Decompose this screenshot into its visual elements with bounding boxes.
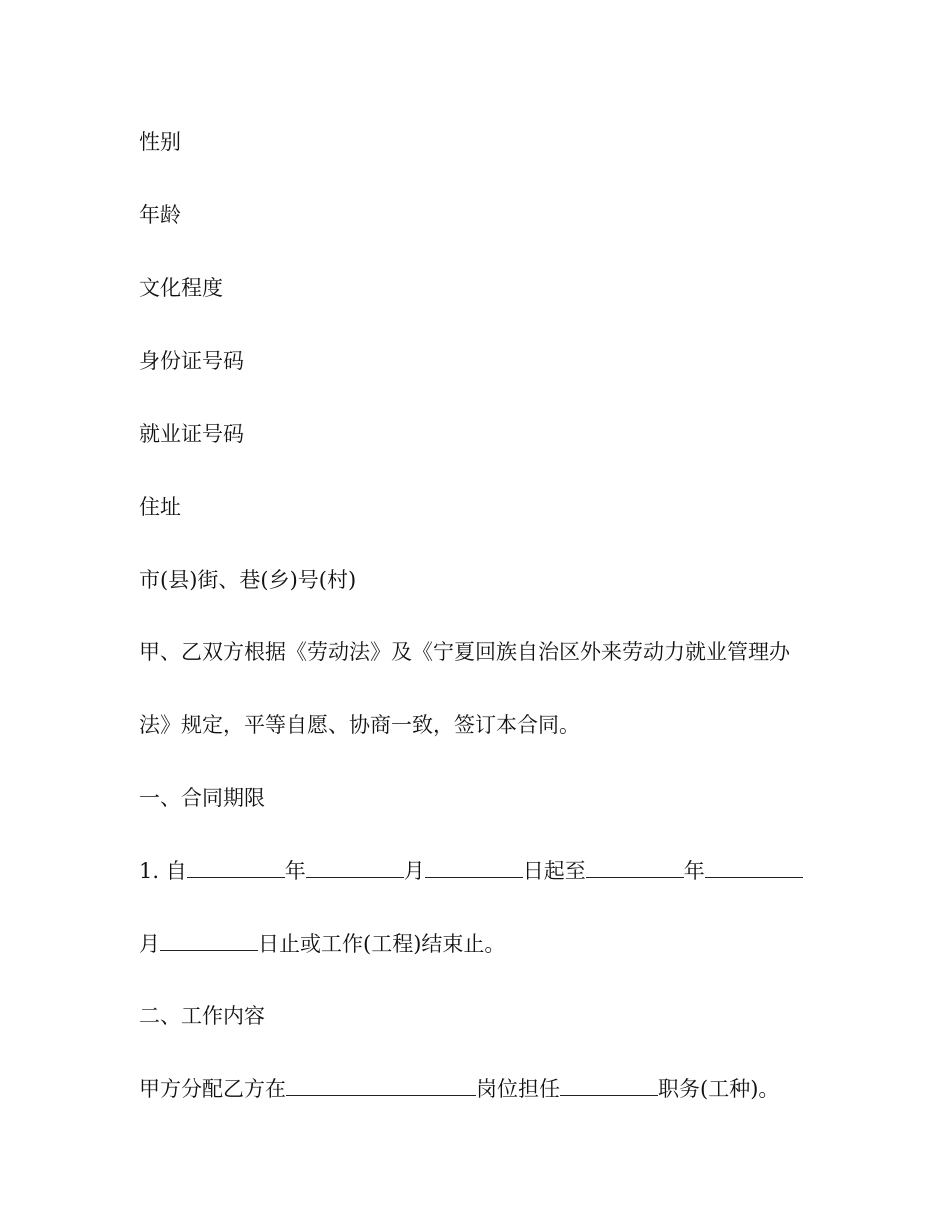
- address-label: 住址: [139, 495, 181, 519]
- age-label: 年龄: [139, 203, 181, 227]
- term-prefix: 1. 自: [139, 859, 187, 883]
- term-end-label: 日止或工作(工程)结束止。: [258, 932, 506, 956]
- start-day-blank[interactable]: [425, 857, 523, 878]
- section-1-heading: 一、合同期限: [139, 786, 265, 810]
- day-from-label: 日起至: [522, 859, 586, 883]
- duty-blank[interactable]: [560, 1075, 658, 1096]
- month-label: 月: [403, 859, 425, 883]
- start-month-blank[interactable]: [306, 857, 404, 878]
- section-2-heading: 二、工作内容: [139, 1004, 265, 1028]
- education-label: 文化程度: [139, 276, 223, 300]
- assign-prefix: 甲方分配乙方在: [139, 1077, 286, 1101]
- year-label-2: 年: [683, 859, 705, 883]
- post-blank[interactable]: [286, 1075, 476, 1096]
- employment-cert-label: 就业证号码: [139, 422, 244, 446]
- month-label-2: 月: [139, 932, 160, 956]
- id-number-label: 身份证号码: [139, 349, 244, 373]
- preamble-line-2: 法》规定，平等自愿、协商一致，签订本合同。: [139, 713, 580, 737]
- gender-label: 性别: [139, 130, 181, 154]
- duty-label: 职务(工种)。: [658, 1077, 780, 1101]
- end-year-blank[interactable]: [586, 857, 684, 878]
- contract-term-line-2: [139, 930, 505, 958]
- end-month-blank[interactable]: [705, 857, 803, 878]
- work-assignment-line: [139, 1075, 779, 1103]
- end-day-blank[interactable]: [160, 930, 258, 951]
- year-label: 年: [284, 859, 306, 883]
- preamble-line-1: 甲、乙双方根据《劳动法》及《宁夏回族自治区外来劳动力就业管理办: [139, 640, 790, 664]
- contract-term-line: [139, 857, 803, 885]
- address-format-line: 市(县)街、巷(乡)号(村): [139, 568, 357, 592]
- start-year-blank[interactable]: [187, 857, 285, 878]
- post-label: 岗位担任: [476, 1077, 560, 1101]
